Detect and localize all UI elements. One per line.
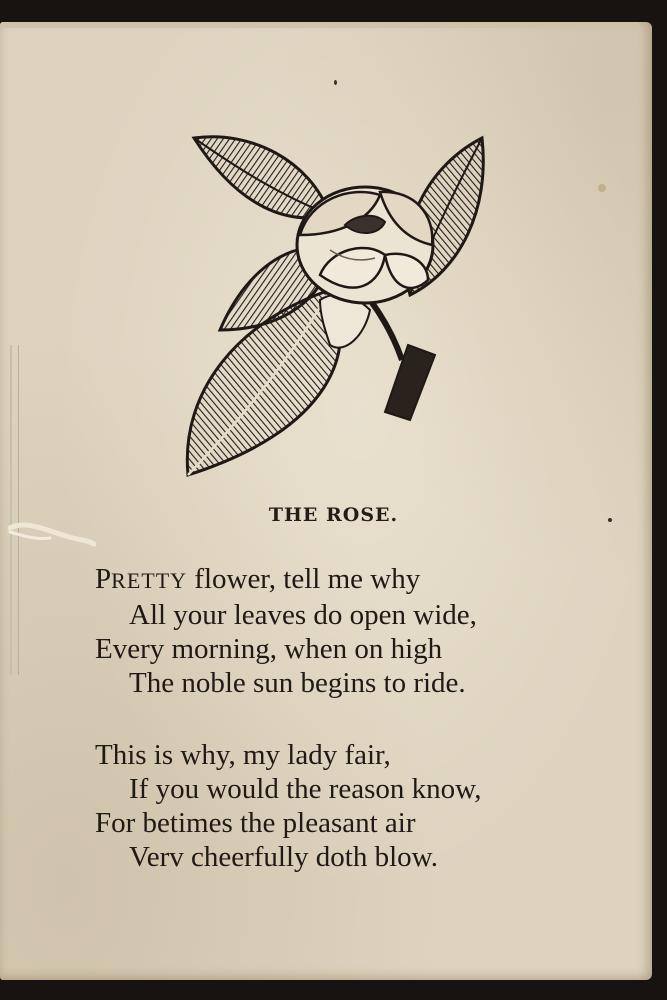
poem-line: All your leaves do open wide, bbox=[129, 599, 477, 631]
poem-small-caps: RETTY bbox=[111, 568, 188, 593]
poem-title: THE ROSE. bbox=[268, 504, 399, 526]
page-top-edge bbox=[0, 22, 640, 28]
paper-stain bbox=[598, 184, 606, 192]
poem-line: If you would the reason know, bbox=[129, 773, 482, 805]
ink-speck bbox=[334, 80, 337, 85]
poem-body bbox=[95, 562, 482, 874]
poem-line: The noble sun begins to ride. bbox=[129, 667, 466, 699]
poem-line: Verv cheerfully doth blow. bbox=[129, 841, 438, 873]
poem-line: This is why, my lady fair, bbox=[95, 739, 391, 771]
poem-line bbox=[95, 562, 482, 598]
rose-woodcut-icon bbox=[180, 130, 490, 480]
poem-drop-initial: P bbox=[95, 563, 112, 595]
poem-line: Every morning, when on high bbox=[95, 633, 443, 665]
poem-line: For betimes the pleasant air bbox=[95, 807, 416, 839]
poem-line-text: flower, tell me why bbox=[187, 563, 421, 595]
stanza-break bbox=[95, 700, 482, 738]
